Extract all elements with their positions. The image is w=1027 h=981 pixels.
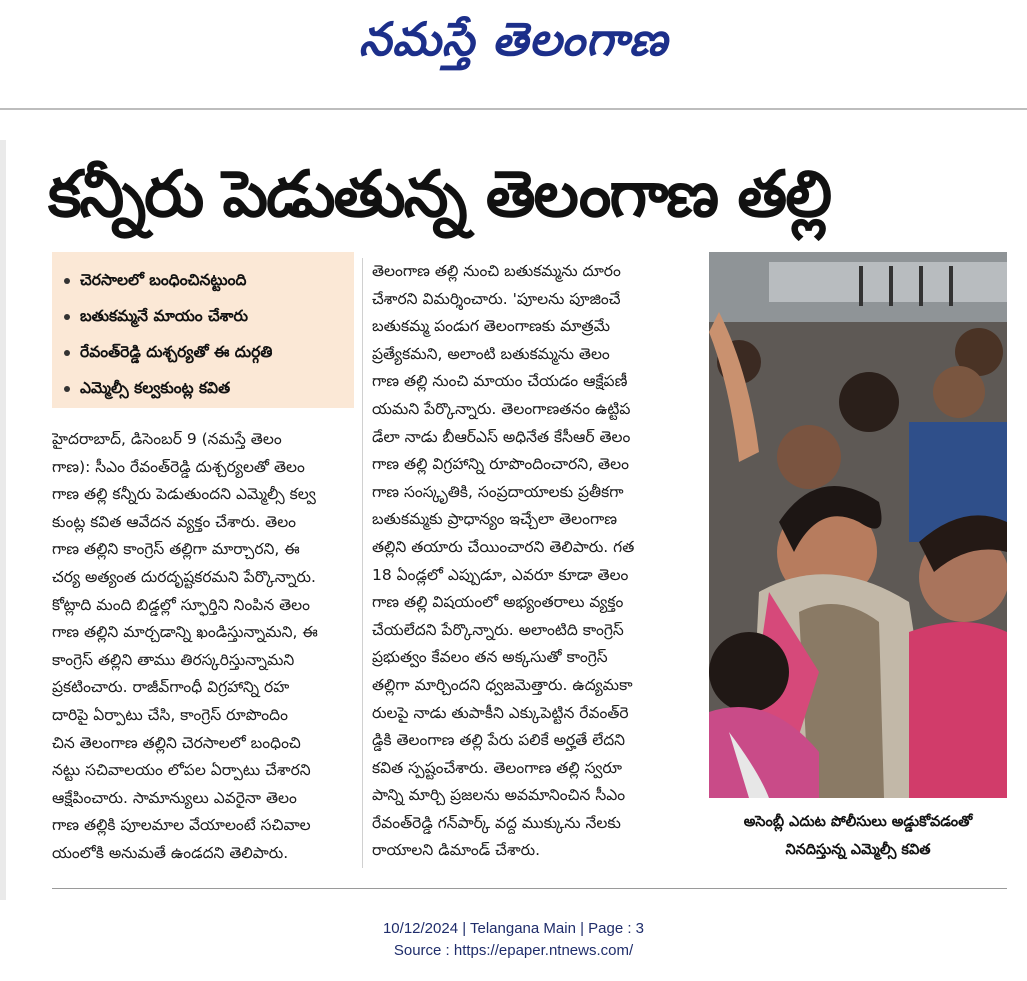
column-1-line: యంలోకి అనుమతే ఉండదని తెలిపారు. <box>52 843 289 862</box>
column-2-line: రేవంత్‌రెడ్డి గన్‌పార్క్ వద్ద ముక్కును నేలకు <box>372 813 621 832</box>
masthead <box>0 0 1027 108</box>
column-1-line: కుంట్ల కవిత ఆవేదన వ్యక్తం చేశారు. తెలం <box>52 512 297 531</box>
column-2-line: ప్రత్యేకమని, అలాంటి బతుకమ్మను తెలం <box>372 344 610 363</box>
column-2-line: గాణ తల్లి నుంచి మాయం చేయడం ఆక్షేపణీ <box>372 372 628 391</box>
article-column-1 <box>52 426 354 868</box>
column-1-line: నట్టు సచివాలయం లోపల ఏర్పాటు చేశారని <box>52 761 311 780</box>
column-1-line: చిన తెలంగాణ తల్లిని చెరసాలలో బంధించి <box>52 733 301 752</box>
column-2-line: చేయలేదని పేర్కొన్నారు. అలాంటిది కాంగ్రెస్ <box>372 620 624 639</box>
column-2-line: కవిత స్పష్టంచేశారు. తెలంగాణ తల్లి స్వరూ <box>372 758 622 777</box>
column-2-line: యమని పేర్కొన్నారు. తెలంగాణతనం ఉట్టిప <box>372 399 631 418</box>
highlight-item: రేవంత్‌రెడ్డి దుశ్చర్యతో ఈ దుర్గతి <box>64 334 354 370</box>
column-2-line: బతుకమ్మకు ప్రాధాన్యం ఇచ్చేలా తెలంగాణ <box>372 510 618 529</box>
photo-illustration <box>709 252 1007 798</box>
bullet-icon <box>64 314 70 320</box>
photo-caption: అసెంబ్లీ ఎదుట పోలీసులు అడ్డుకోవడంతో నినదిస్తున్న ఎమ్మెల్సీ కవిత <box>743 814 973 858</box>
column-2-line: రాయాలని డిమాండ్ చేశారు. <box>372 841 541 860</box>
column-2-line: బతుకమ్మ పండుగ తెలంగాణకు మాత్రమే <box>372 317 610 336</box>
footer-source-link[interactable]: Source : https://epaper.ntnews.com/ <box>393 942 634 959</box>
column-2-line: చేశారని విమర్శించారు. 'పూలను పూజించే <box>372 289 621 308</box>
page-margin-bar <box>0 140 6 900</box>
column-1-line: గాణ తల్లి కన్నీరు పెడుతుందని ఎమ్మెల్సీ కల్వ <box>52 485 316 504</box>
news-photo <box>709 252 1007 798</box>
column-1-line: గాణ తల్లికి పూలమాల వేయాలంటే సచివాల <box>52 816 311 835</box>
column-1-line: గాణ తల్లిని మార్చడాన్ని ఖండిస్తున్నామని, ఈ <box>52 623 318 642</box>
column-2-line: తల్లిని తయారు చేయించారని తెలిపారు. గత <box>372 537 635 556</box>
column-2-line: డ్డికి తెలంగాణ తల్లి పేరు పలికే అర్హతే లేదని <box>372 731 626 750</box>
masthead-divider <box>0 108 1027 110</box>
column-2-line: రులపై నాడు తుపాకీని ఎక్కుపెట్టిన రేవంత్‌రె <box>372 703 629 722</box>
bullet-icon <box>64 278 70 284</box>
column-1-line: గాణ): సీఎం రేవంత్‌రెడ్డి దుశ్చర్యలతో తెలం <box>52 457 305 476</box>
highlight-item: బతుకమ్మనే మాయం చేశారు <box>64 298 354 334</box>
highlight-item: ఎమ్మెల్సీ కల్వకుంట్ల కవిత <box>64 370 354 406</box>
highlights-box <box>52 252 354 408</box>
column-2-line: తెలంగాణ తల్లి నుంచి బతుకమ్మను దూరం <box>372 262 621 280</box>
bullet-icon <box>64 350 70 356</box>
column-2-line: గాణ తల్లి విగ్రహాన్ని రూపొందించారని, తెలం <box>372 455 629 474</box>
column-1-line: గాణ తల్లిని కాంగ్రెస్ తల్లిగా మార్చారని, ఈ <box>52 540 300 559</box>
column-1-line: కాంగ్రెస్ తల్లిని తాము తిరస్కరిస్తున్నామని <box>52 650 295 669</box>
highlight-item: చెరసాలలో బంధించినట్టుంది <box>64 262 354 298</box>
column-2-line: పాన్ని మార్చి ప్రజలను అవమానించిన సీఎం <box>372 786 626 805</box>
article-column-2 <box>372 258 690 865</box>
column-1-line: ఆక్షేపించారు. సామాన్యులు ఎవరైనా తెలం <box>52 788 297 807</box>
column-2-line: ప్రభుత్వం కేవలం తన అక్కసుతో కాంగ్రెస్ <box>372 648 608 667</box>
column-2-line: డేలా నాడు బీఆర్‌ఎస్ అధినేత కేసీఆర్ తెలం <box>372 427 631 446</box>
footer-divider <box>52 888 1007 889</box>
article-headline: కన్నీరు పెడుతున్న తెలంగాణ తల్లి <box>48 158 831 232</box>
bullet-icon <box>64 386 70 392</box>
column-1-line: కోట్లాది మంది బిడ్డల్లో స్ఫూర్తిని నింపిన తెలం <box>52 595 311 614</box>
footer <box>0 918 1027 962</box>
column-2-line: గాణ తల్లి విషయంలో అభ్యంతరాలు వ్యక్తం <box>372 593 624 612</box>
column-1-line: ప్రకటించారు. రాజీవ్‌గాంధీ విగ్రహాన్ని రహ <box>52 678 290 697</box>
column-1-line: చర్య అత్యంత దురదృష్టకరమని పేర్కొన్నారు. <box>52 567 316 586</box>
column-1-line: దారిపై ఏర్పాటు చేసి, కాంగ్రెస్ రూపొందిం <box>52 705 288 724</box>
newspaper-title: నమస్తే తెలంగాణ <box>358 12 669 66</box>
column-divider <box>362 258 363 868</box>
footer-date-line: 10/12/2024 | Telangana Main | Page : 3 <box>382 920 645 937</box>
column-2-line: గాణ సంస్కృతికి, సంప్రదాయాలకు ప్రతీకగా <box>372 482 624 501</box>
column-1-line: హైదరాబాద్, డిసెంబర్ 9 (నమస్తే తెలం <box>52 430 282 448</box>
column-2-line: తల్లిగా మార్చిందని ధ్వజమెత్తారు. ఉద్యమకా <box>372 675 633 694</box>
column-2-line: 18 ఏండ్లలో ఎప్పుడూ, ఎవరూ కూడా తెలం <box>372 565 629 584</box>
